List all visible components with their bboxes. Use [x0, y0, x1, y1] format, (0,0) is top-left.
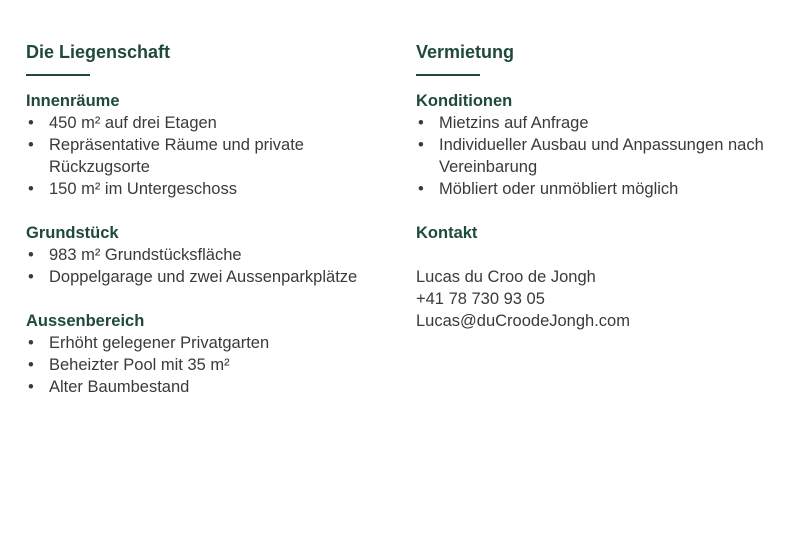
list-item: • 983 m² Grundstücksfläche: [26, 244, 386, 266]
conditions-list: [416, 112, 776, 200]
conditions-section: [416, 90, 776, 200]
outdoor-list: [26, 332, 386, 398]
list-item: • Beheizter Pool mit 35 m²: [26, 354, 386, 376]
contact-name: Lucas du Croo de Jongh: [416, 268, 596, 286]
contact-section: [416, 222, 776, 332]
list-item: • Individueller Ausbau und Anpassungen nach Vereinbarung: [416, 134, 776, 178]
interior-section: [26, 90, 386, 200]
contact-phone[interactable]: +41 78 730 93 05: [416, 290, 545, 308]
conditions-title: Konditionen: [416, 92, 513, 110]
list-item: • 450 m² auf drei Etagen: [26, 112, 386, 134]
property-heading: Die Liegenschaft: [26, 42, 171, 62]
interior-title: Innenräume: [26, 92, 120, 110]
list-item: • Doppelgarage und zwei Aussenparkplätze: [26, 266, 386, 288]
contact-details: [416, 266, 776, 332]
contact-email[interactable]: Lucas@duCroodeJongh.com: [416, 312, 630, 330]
contact-title: Kontakt: [416, 224, 478, 242]
rental-column: [416, 40, 776, 354]
plot-title: Grundstück: [26, 224, 119, 242]
rental-heading: Vermietung: [416, 42, 515, 62]
plot-section: [26, 222, 386, 288]
list-item: • Mietzins auf Anfrage: [416, 112, 776, 134]
list-item: • Repräsentative Räume und private Rückzugsorte: [26, 134, 386, 178]
property-heading-underline: [26, 74, 90, 76]
list-item: • 150 m² im Untergeschoss: [26, 178, 386, 200]
rental-heading-underline: [416, 74, 480, 76]
interior-list: [26, 112, 386, 200]
plot-list: [26, 244, 386, 288]
property-column: [26, 40, 386, 420]
outdoor-title: Aussenbereich: [26, 312, 145, 330]
list-item: • Möbliert oder unmöbliert möglich: [416, 178, 776, 200]
list-item: • Alter Baumbestand: [26, 376, 386, 398]
list-item: • Erhöht gelegener Privatgarten: [26, 332, 386, 354]
outdoor-section: [26, 310, 386, 398]
